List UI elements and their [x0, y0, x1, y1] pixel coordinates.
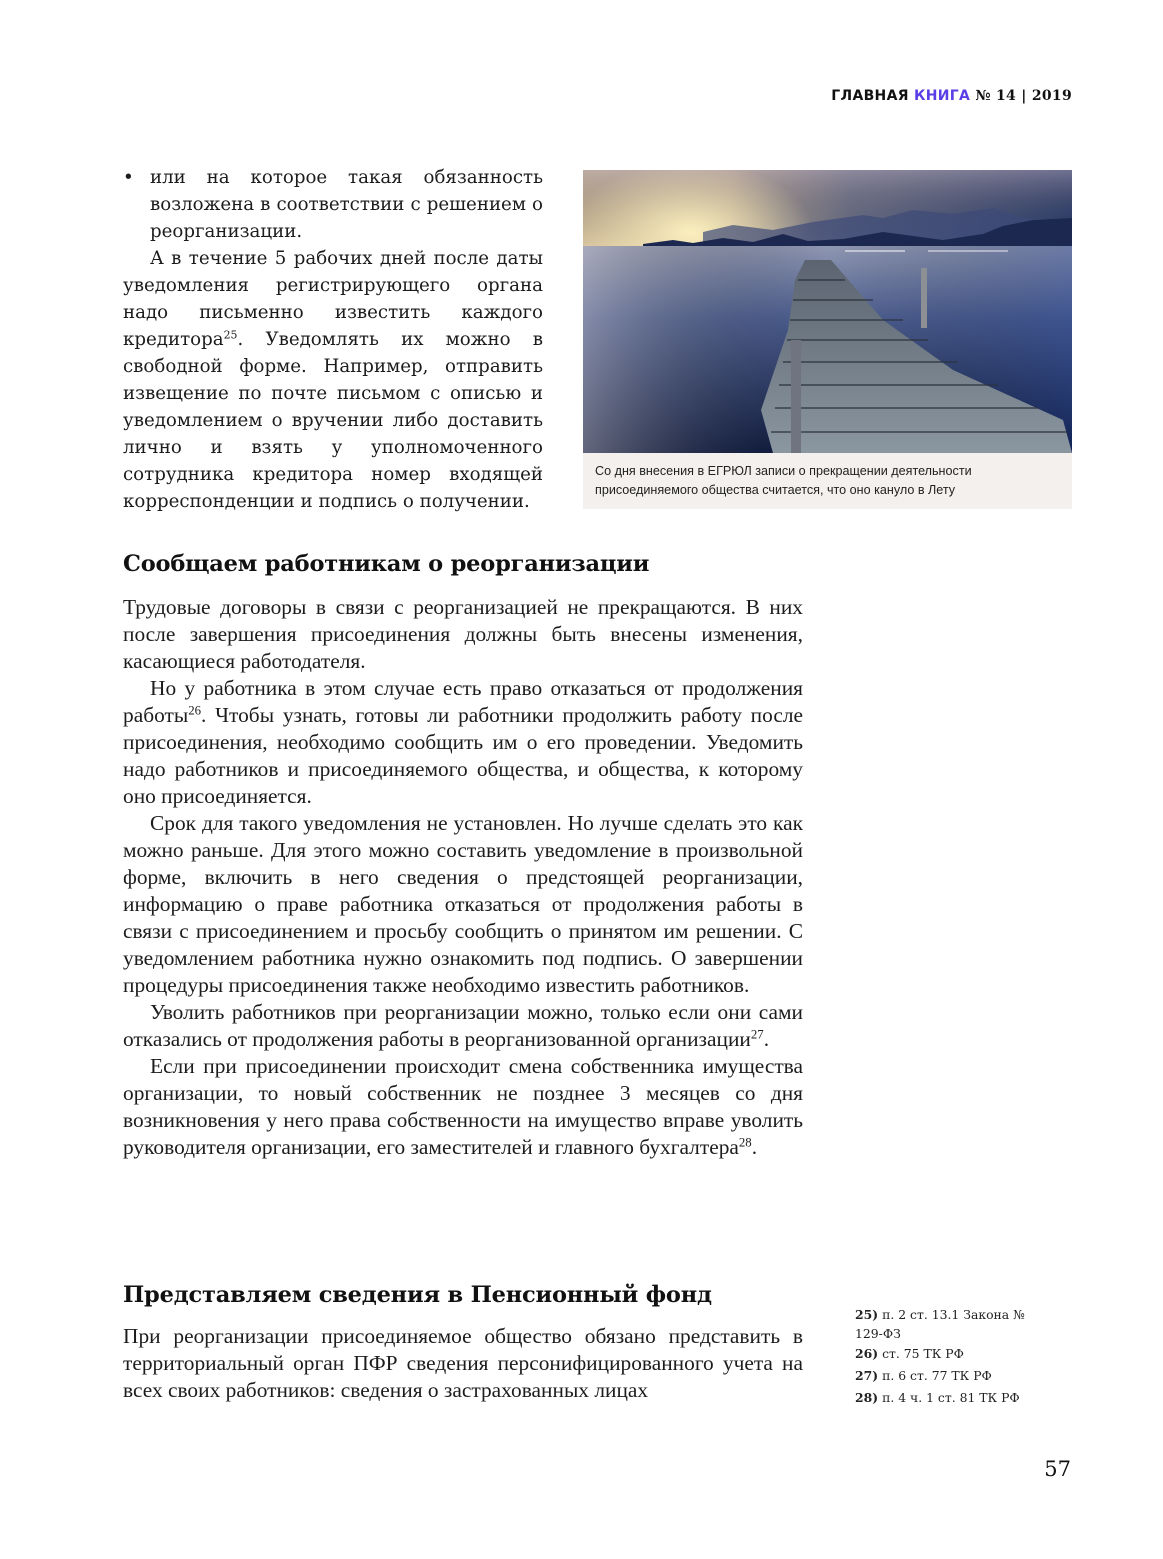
paragraph [123, 1053, 803, 1161]
magazine-brand-part2: КНИГА [913, 88, 971, 104]
paragraph-text: Трудовые договоры в связи с реорганизацией не прекращаются. В них после завершения присоединения должны быть внесены изменения, касающиеся работодателя. [123, 595, 803, 673]
footnote-ref[interactable]: 26 [188, 703, 202, 718]
section-employees [123, 549, 803, 1161]
paragraph-text: . Чтобы узнать, готовы ли работники продолжить работу после присоединения, необходимо сообщить им о его проведении. Уведомить надо работников и присоединяемого общества, и общества, к которому оно присоединяется. [123, 703, 803, 808]
intro-paragraph [123, 245, 543, 515]
section-body [123, 1323, 803, 1404]
section-heading: Сообщаем работникам о реорганизации [123, 551, 650, 577]
footnote-item [855, 1305, 1055, 1343]
section-body [123, 594, 803, 1161]
paragraph [123, 810, 803, 999]
bullet-list-item [123, 164, 543, 245]
paragraph: При реорганизации присоединяемое общество обязано представить в территориальный орган ПФР сведения персонифицированного учета на всех своих работников: сведения о застрахованных лицах [123, 1324, 803, 1402]
footnote-ref[interactable]: 28 [738, 1135, 752, 1150]
footnote-number: 25) [855, 1307, 879, 1322]
footnote-number: 27) [855, 1368, 879, 1383]
paragraph-text: . Уведомлять их можно в свободной форме. Например, отправить извещение по почте письмом с описью и уведомлением о вручении либо доставить лично и взять у уполномоченного сотрудника кредитора номер входящей корреспонденции и подпись о получении. [123, 329, 543, 512]
bullet-icon: • [123, 167, 134, 188]
footnote-text: ст. 75 ТК РФ [882, 1346, 964, 1361]
paragraph-text: . [751, 1135, 758, 1159]
pier-photo [583, 170, 1072, 453]
magazine-brand-part1: ГЛАВНАЯ [831, 88, 909, 104]
paragraph-text: А в течение 5 рабочих дней после даты уведомления регистрирующего органа надо письменно известить каждого кредитора [123, 248, 543, 350]
footnotes [855, 1305, 1055, 1409]
figure-caption: Со дня внесения в ЕГРЮЛ записи о прекращении деятельности присоединяемого общества считается, что оно кануло в Лету [583, 453, 1072, 509]
paragraph [123, 675, 803, 810]
paragraph [123, 594, 803, 675]
paragraph-text: . [763, 1027, 770, 1051]
footnote-item [855, 1365, 1055, 1387]
footnote-number: 26) [855, 1346, 879, 1361]
page-number: 57 [1044, 1457, 1071, 1481]
footnote-ref[interactable]: 27 [750, 1027, 764, 1042]
footnote-ref[interactable]: 25 [223, 328, 238, 342]
running-head [831, 88, 1072, 104]
intro-column [123, 164, 543, 515]
paragraph [123, 999, 803, 1053]
paragraph-text: Но у работника в этом случае есть право отказаться от продолжения работы [123, 676, 803, 727]
figure [583, 170, 1072, 509]
section-heading: Представляем сведения в Пенсионный фонд [123, 1282, 712, 1308]
paragraph-text: Срок для такого уведомления не установлен. Но лучше сделать это как можно раньше. Для этого можно составить уведомление в произвольной форме, включить в него сведения о предстоящей реорганизации, информацию о праве работника отказаться от продолжения работы в связи с присоединением и просьбу сообщить о принятом им решении. С уведомлением работника нужно ознакомить под подпись. О завершении процедуры присоединения также необходимо известить работников. [123, 811, 803, 997]
footnote-text: п. 2 ст. 13.1 Закона № 129-ФЗ [855, 1307, 1025, 1341]
paragraph-text: Если при присоединении происходит смена собственника имущества организации, то новый собственник не позднее 3 месяцев со дня возникновения у него права собственности на имущество вправе уволить руководителя организации, его заместителей и главного бухгалтера [123, 1054, 803, 1159]
footnote-text: п. 4 ч. 1 ст. 81 ТК РФ [882, 1390, 1020, 1405]
issue-number: № 14 | 2019 [975, 88, 1072, 104]
section-pension-fund [123, 1280, 803, 1404]
footnote-item [855, 1387, 1055, 1409]
footnote-item [855, 1343, 1055, 1365]
footnote-text: п. 6 ст. 77 ТК РФ [882, 1368, 992, 1383]
paragraph-text: Уволить работников при реорганизации можно, только если они сами отказались от продолжения работы в реорганизованной организации [123, 1000, 803, 1051]
footnote-number: 28) [855, 1390, 879, 1405]
bullet-text: или на которое такая обязанность возложена в соответствии с решением о реорганизации. [150, 167, 543, 242]
